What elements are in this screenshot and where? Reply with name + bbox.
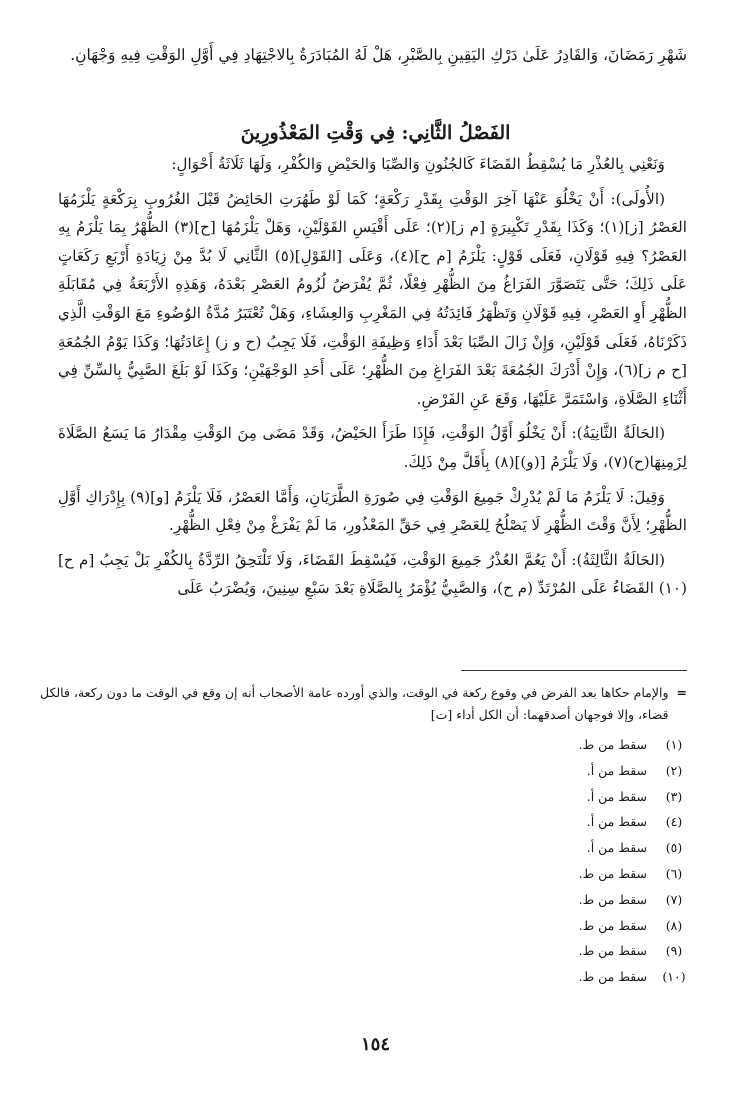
footnote-text: سقط من ط. (578, 969, 647, 985)
footnote-item (40, 809, 687, 835)
footnote-text: سقط من أ. (586, 762, 647, 778)
footnote-text: سقط من أ. (586, 840, 647, 856)
footnote-text: سقط من ط. (578, 865, 647, 881)
footnote-number: (٨) (665, 917, 683, 933)
footnotes (40, 682, 687, 990)
footnote-item (40, 835, 687, 861)
footnote-number: (٣) (665, 788, 683, 804)
footnote-item (40, 861, 687, 887)
footnote-number: (٢) (665, 762, 683, 778)
footnote-text: سقط من ط. (578, 917, 647, 933)
footnote-continuation (40, 682, 687, 726)
paragraph-first-state: (الأُولَى): أَنْ يَخْلُوَ عَنْهَا آخِرَ الوَقْتِ بِقَدْرِ رَكْعَةٍ؛ كَمَا لَوْ طَهُرَتِ الحَائِضُ قَبْلَ الغُرُوبِ بِرَكْعَةٍ يَلْزَمُهَا العَصْرُ [ز](١)؛ وَكَذَا بِقَدْرِ تَكْبِيرَةٍ [م ز](٢)؛ عَلَى أَقْيَسِ القَوْلَيْنِ، وَهَلْ يَلْزَمُهَا [ح](٣) الظُّهْرُ بِمَا يَلْزَمُ بِهِ العَصْرُ؟ فِيهِ قَوْلَانِ، فَعَلَى قَوْلٍ: يَلْزَمُ [م ح](٤)، وَعَلَى [القَوْلِ](٥) الثَّانِي لَا بُدَّ مِنْ زِيَادَةِ أَرْبَعِ رَكَعَاتٍ عَلَى ذَلِكَ؛ حَتَّى يَتَصَوَّرَ الفَرَاغُ مِنَ الظُّهْرِ فِعْلًا، ثُمَّ يُفْرَضُ لُزُومُ العَصْرِ بَعْدَهُ، وَهَذِهِ الأَرْبَعَةُ فِي مُقَابَلَةِ الظُّهْرِ أَوِ العَصْرِ، فِيهِ قَوْلَانِ وَتَظْهَرُ فَائِدَتُهُ فِي المَغْرِبِ وَالعِشَاءِ، وَهَلْ تُعْتَبَرُ مُدَّةُ الوُضُوءِ مَعَ الوَقْتِ الَّذِي ذَكَرْنَاهُ، فَعَلَى قَوْلَيْنِ، وَإِنْ زَالَ الصِّبَا بَعْدَ أَدَاءِ وَظِيفَةِ الوَقْتِ، فَلَا يَجِبُ (ح و ز) إِعَادَتُهَا؛ وَكَذَا يَوْمُ الجُمُعَةِ [ح م ز](٦)، وَإِنْ أَدْرَكَ الجُمُعَةَ بَعْدَ الفَرَاغِ مِنَ الظُّهْرِ؛ عَلَى أَحَدِ الوَجْهَيْنِ؛ وَكَذَا لَوْ بَلَغَ الصَّبِيُّ بِالسِّنِّ فِي أَثْنَاءِ الصَّلَاةِ، وَاسْتَمَرَّ عَلَيْهَا، وَقَعَ عَنِ الفَرْضِ. (58, 189, 687, 408)
footnote-item (40, 938, 687, 964)
footnote-separator (461, 670, 687, 671)
footnote-number: (١٠) (662, 969, 686, 985)
footnote-number: (٩) (665, 943, 683, 959)
footnote-number: (٦) (665, 865, 683, 881)
footnote-item (40, 784, 687, 810)
footnote-text: سقط من أ. (586, 788, 647, 804)
page-number: ١٥٤ (360, 1034, 390, 1055)
paragraph-alternative-view: وَقِيلَ: لَا يَلْزَمُ مَا لَمْ يُدْرِكْ جَمِيعَ الوَقْتِ فِي صُورَةِ الطَّرَيَانِ، وَأَمَّا العَصْرُ، فَلَا يَلْزَمُ [و](٩) بِإِدْرَاكِ أَوَّلِ الظُّهْرِ؛ لِأَنَّ وَقْتَ الظُّهْرِ لَا يَصْلُحُ لِلعَصْرِ فِي حَقِّ المَعْذُورِ، مَا لَمْ يَفْرَغْ مِنْ فِعْلِ الظُّهْرِ. (58, 487, 687, 535)
footnote-item (40, 913, 687, 939)
footnote-text: سقط من أ. (586, 814, 647, 830)
paragraph-second-state: (الحَالَةُ الثَّانِيَةُ): أَنْ يَخْلُوَ أَوَّلُ الوَقْتِ، فَإِذَا طَرَأَ الحَيْضُ، وَقَدْ مَضَى مِنَ الوَقْتِ مِقْدَارُ مَا يَسَعُ الصَّلَاةَ لِزَمِنِهَا(ح)(٧)، وَلَا يَلْزَمُ [(و)](٨) بِأَقَلَّ مِنْ ذَلِكَ. (58, 424, 687, 471)
footnote-text: سقط من ط. (578, 737, 647, 752)
footnote-number: (١) (665, 737, 683, 752)
chapter-heading: الفَصْلُ الثَّانِي: فِي وَقْتِ المَعْذُورِينَ (240, 122, 511, 144)
main-text (58, 150, 687, 609)
footnote-item (40, 964, 687, 990)
footnote-item (40, 887, 687, 913)
paragraph-intro: وَنَعْنِي بِالعُذْرِ مَا يُسْقِطُ القَضَاءَ كَالجُنُونِ وَالصِّبَا وَالحَيْضِ وَالكُفْرِ، وَلَهَا ثَلَاثَةُ أَحْوَالٍ: (171, 155, 665, 173)
footnote-item (40, 732, 687, 758)
continuation-line: شَهْرِ رَمَضَانَ، وَالقَادِرُ عَلَىٰ دَرْكِ اليَقِينِ بِالصَّبْرِ، هَلْ لَهُ المُبَادَرَةُ بِالاجْتِهَادِ فِي أَوَّلِ الوَقْتِ فِيهِ وَجْهَانِ. (70, 46, 687, 64)
footnote-number: (٤) (665, 814, 683, 830)
continuation-text: والإمام حكاها بعد الفرض في وقوع ركعة في الوقت، والذي أورده عامة الأصحاب أنه إن وقع في الوقت ما دون ركعة، فالكل قضاء، وإلا فوجهان أصدقهما: أن الكل أداء [ت] (40, 685, 669, 722)
footnote-item (40, 758, 687, 784)
footnote-number: (٥) (665, 840, 683, 856)
footnote-number: (٧) (665, 891, 683, 907)
paragraph-third-state: (الحَالَةُ الثَّالِثَةُ): أَنْ يَعُمَّ العُذْرُ جَمِيعَ الوَقْتِ، فَيُسْقِطَ القَضَاءَ، وَلَا تَلْتَحِقُ الرِّدَّةُ بِالكُفْرِ بَلْ يَجِبُ [م ح](١٠) القَضَاءُ عَلَى المُرْتَدِّ (م ح)، وَالصَّبِيُّ يُؤْمَرُ بِالصَّلَاةِ بَعْدَ سَبْعِ سِنِينَ، وَيُضْرَبُ عَلَى (58, 550, 687, 598)
continuation-mark: = (676, 685, 687, 700)
footnote-text: سقط من ط. (578, 943, 647, 959)
footnote-text: سقط من ط. (578, 891, 647, 907)
